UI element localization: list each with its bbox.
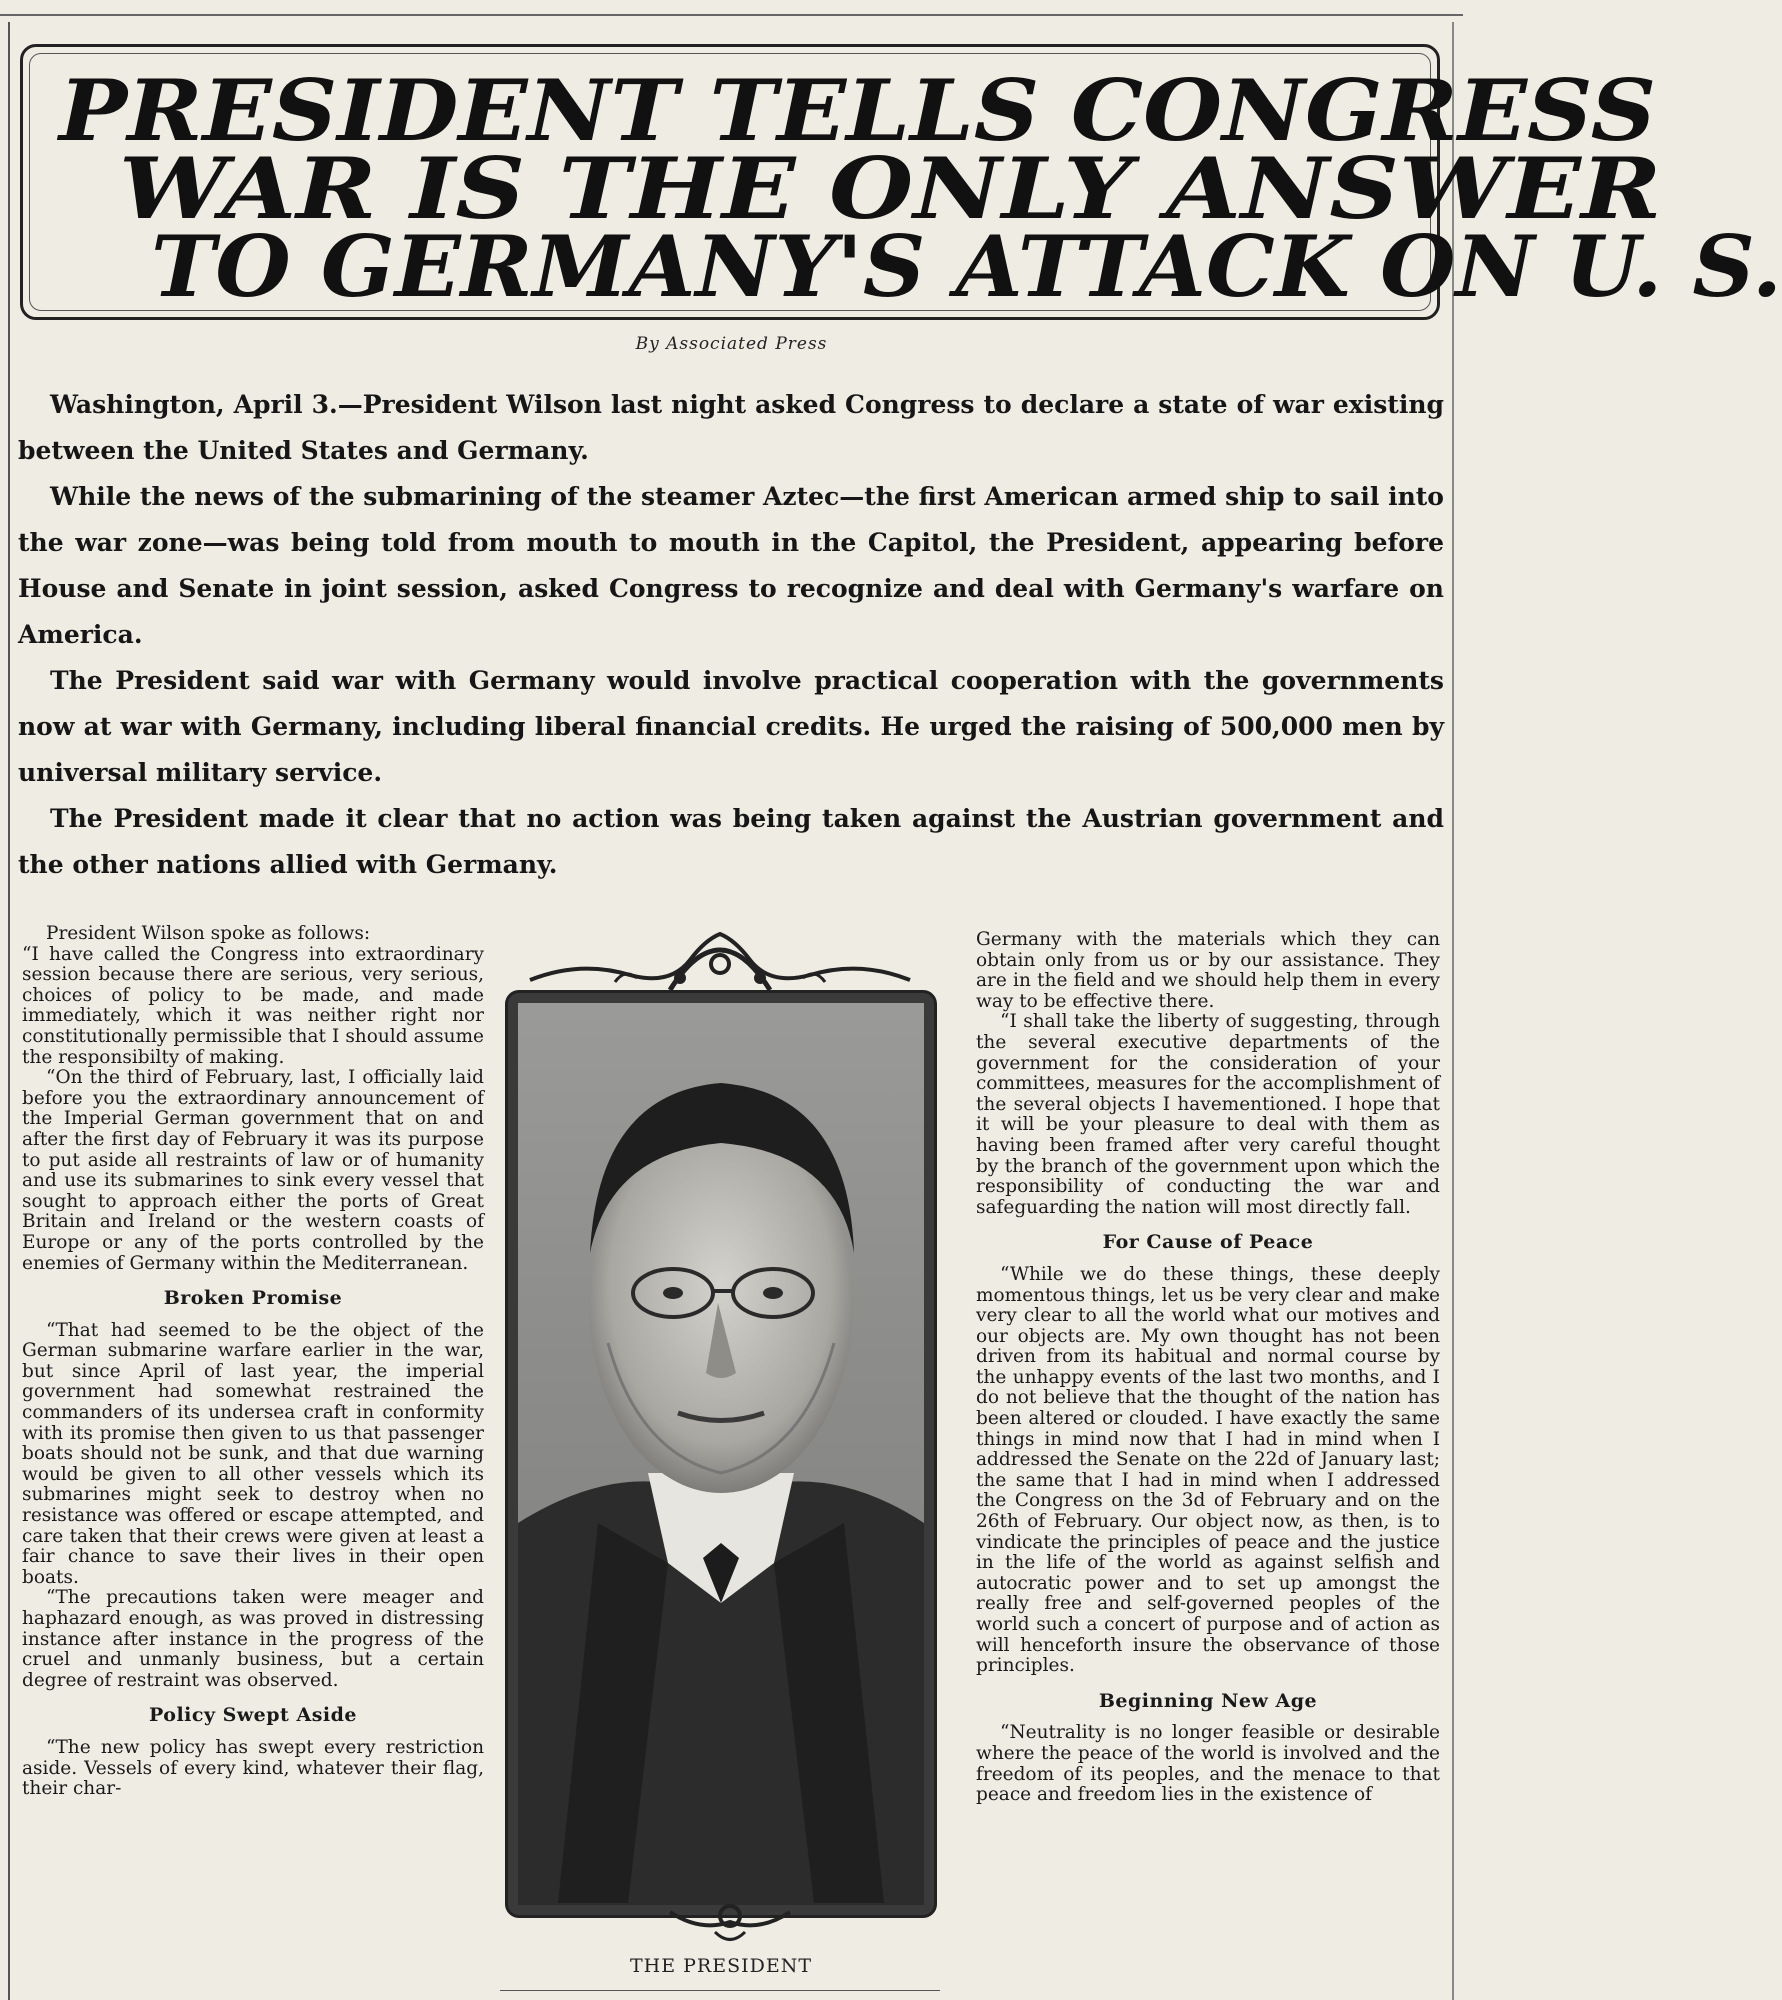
portrait-figure <box>518 1003 924 1905</box>
lead-paragraph-3: The President said war with Germany would involve practical cooperation with the governments now at war with Germany, including liberal financial credits. He urged the raising of 500,000 men by universal military service. <box>18 666 1444 787</box>
president-portrait <box>518 1003 924 1905</box>
left-column <box>22 924 484 1800</box>
page-right-rule <box>1452 22 1454 2000</box>
lead-paragraph-1: Washington, April 3.—President Wilson last night asked Congress to declare a state of war existing between the United States and Germany. <box>18 390 1444 465</box>
left-paragraph-5: “The new policy has swept every restriction aside. Vessels of every kind, whatever their flag, their char- <box>22 1736 484 1800</box>
right-paragraph-1: Germany with the materials which they can obtain only from us or by our assistance. They are in the field and we should help them in every way to be effective there. <box>976 929 1440 1012</box>
right-paragraph-4: “Neutrality is no longer feasible or desirable where the peace of the world is involved and the freedom of its peoples, and the menace to that peace and freedom lies in the existence of <box>976 1722 1440 1806</box>
lead-paragraph-4: The President made it clear that no action was being taken against the Austrian government and the other nations allied with Germany. <box>18 804 1444 879</box>
left-subheading-1: Broken Promise <box>163 1287 343 1310</box>
frame-ornament-bottom <box>660 1892 800 1950</box>
headline-line-2: WAR IS THE ONLY ANSWER <box>119 139 1662 238</box>
right-column <box>976 930 1440 1806</box>
headline-box <box>20 44 1782 320</box>
left-subheading-2: Policy Swept Aside <box>149 1704 357 1727</box>
headline-line-3: TO GERMANY'S ATTACK ON U. S. <box>151 217 1782 316</box>
left-paragraph-1: “I have called the Congress into extraordinary session because there are serious, very serious, choices of policy to be made, and made immediately, which it was neither right nor constitutionally permissible that I should assume the responsibilty of making. <box>22 943 484 1068</box>
right-paragraph-2: “I shall take the liberty of suggesting, through the several executive departments of the government for the consideration of your committees, measures for the accomplishment of the several objects I havementioned. I hope that it will be your pleasure to deal with them as having been framed after very careful thought by the branch of the government upon which the responsibility of conducting the war and safeguarding the nation will most directly fall. <box>976 1011 1440 1218</box>
caption-rule <box>500 1990 940 1991</box>
byline: By Associated Press <box>635 334 828 354</box>
page-top-rule <box>0 14 1463 16</box>
page-left-rule <box>8 22 10 2000</box>
left-paragraph-2: “On the third of February, last, I officially laid before you the extraordinary announcement of the Imperial German government that on and after the first day of February it was its purpose to put aside all restraints of law or of humanity and use its submarines to sink every vessel that sought to approach either the ports of Great Britain and Ireland or the western coasts of Europe or any of the ports controlled by the enemies of Germany within the Mediterranean. <box>22 1067 484 1274</box>
left-paragraph-3: “That had seemed to be the object of the German submarine warfare earlier in the war, but since April of last year, the imperial government had somewhat restrained the commanders of its undersea craft in conformity with its promise then given to us that passenger boats should not be sunk, and that due warning would be given to all other vessels which its submarines might seek to destroy when no resistance was offered or escape attempted, and care taken that their crews were given at least a fair chance to save their lives in their open boats. <box>22 1319 484 1588</box>
lead-paragraph-2: While the news of the submarining of the steamer Aztec—the first American armed ship to sail into the war zone—was being told from mouth to mouth in the Capitol, the President, appearing before House and Senate in joint session, asked Congress to recognize and deal with Germany's warfare on America. <box>18 482 1444 649</box>
right-subheading-2: Beginning New Age <box>1098 1689 1318 1712</box>
left-paragraph-4: “The precautions taken were meager and haphazard enough, as was proved in distressing instance after instance in the progress of the cruel and unmanly business, but a certain degree of restraint was observed. <box>22 1587 484 1691</box>
lead-section <box>18 382 1444 888</box>
president-portrait-frame <box>505 990 937 1918</box>
headline-line-1: PRESIDENT TELLS CONGRESS <box>59 61 1657 160</box>
left-intro: President Wilson spoke as follows: <box>46 923 371 944</box>
right-subheading-1: For Cause of Peace <box>1102 1231 1314 1254</box>
right-paragraph-3: “While we do these things, these deeply momentous things, let us be very clear and make very clear to all the world what our motives and our objects are. My own thought has not been driven from its habitual and normal course by the unhappy events of the last two months, and I do not believe that the thought of the nation has been altered or clouded. I have exactly the same things in mind now that I had in mind when I addressed the Senate on the 22d of January last; the same that I had in mind when I addressed the Congress on the 3d of February and on the 26th of February. Our object now, as then, is to vindicate the principles of peace and the justice in the life of the world as against selfish and autocratic power and to set up amongst the really free and self-governed peoples of the world such a concert of purpose and of action as will henceforth insure the observance of those principles. <box>976 1263 1440 1677</box>
photo-caption: THE PRESIDENT <box>629 1955 813 1977</box>
